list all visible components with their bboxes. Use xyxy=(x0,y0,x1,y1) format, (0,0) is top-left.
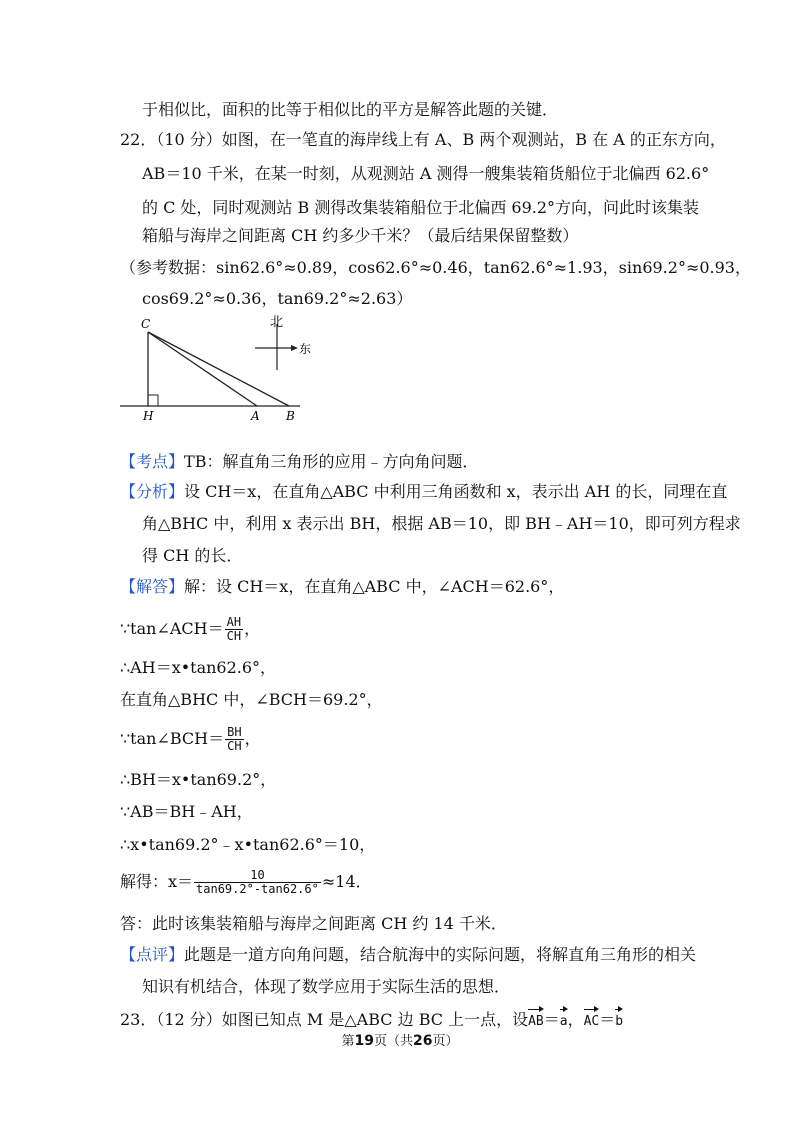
fraction-numerator: 10 xyxy=(194,869,321,883)
question-22-line-4: 箱船与海岸之间距离 CH 约多少千米？（最后结果保留整数） xyxy=(142,226,579,245)
compass-north-label: 北 xyxy=(270,315,284,330)
label-b: B xyxy=(286,409,295,423)
fenxi-line-3: 得 CH 的长． xyxy=(142,546,243,565)
compass-east-label: 东 xyxy=(299,342,312,356)
fraction-numerator: BH xyxy=(227,725,242,739)
jieda-line xyxy=(120,577,564,597)
vector-a: a xyxy=(560,1008,568,1032)
footer-text: 页（共 xyxy=(373,1034,413,1049)
step-equation: ∴x•tan69.2°﹣x•tan62.6°＝10， xyxy=(120,835,376,854)
question-23-text: 23．（12 分）如图已知点 M 是△ABC 边 BC 上一点，设 xyxy=(120,1010,529,1029)
answer-line: 答：此时该集装箱船与海岸之间距离 CH 约 14 千米． xyxy=(120,914,507,933)
fraction-ah-ch xyxy=(225,616,243,643)
compass-icon xyxy=(255,324,298,370)
fenxi-line-1 xyxy=(120,482,727,502)
dianping-line-1 xyxy=(120,945,696,965)
reference-data-line-1: （参考数据：sin62.6°≈0.89，cos62.6°≈0.46，tan62.6°≈1.93，sin69.2°≈0.93， xyxy=(120,258,751,277)
step-text: ∵tan∠ACH＝ xyxy=(120,619,224,638)
jieda-tag: 【解答】 xyxy=(120,577,185,596)
label-c: C xyxy=(141,317,151,331)
geometry-figure xyxy=(112,310,332,425)
step-text: 解得：x＝ xyxy=(120,872,194,891)
dianping-text-1: 此题是一道方向角问题，结合航海中的实际问题，将解直角三角形的相关 xyxy=(184,945,697,964)
dianping-tag: 【点评】 xyxy=(120,945,185,964)
segment-ca xyxy=(148,332,257,406)
page-footer xyxy=(0,1033,800,1050)
question-23-line xyxy=(120,1008,623,1032)
fraction-solution xyxy=(194,869,321,896)
fraction-numerator: AH xyxy=(226,615,242,629)
fenxi-tag: 【分析】 xyxy=(120,482,185,501)
dianping-line-2: 知识有机结合，体现了数学应用于实际生活的思想． xyxy=(142,977,511,996)
footer-text: 页） xyxy=(432,1034,459,1049)
equals-sign: ＝ xyxy=(599,1010,616,1029)
vector-ac: AC xyxy=(584,1008,600,1032)
vector-b: b xyxy=(615,1008,623,1032)
kaodian-tag: 【考点】 xyxy=(120,452,185,471)
jieda-text: 解：设 CH＝x，在直角△ABC 中，∠ACH＝62.6°， xyxy=(184,577,565,596)
step-solve xyxy=(120,866,372,898)
question-22-line-2: AB＝10 千米，在某一时刻，从观测站 A 测得一艘集装箱货船位于北偏西 62.6° xyxy=(142,164,710,183)
fraction-bh-ch xyxy=(225,726,243,753)
fenxi-text-1: 设 CH＝x，在直角△ABC 中利用三角函数和 x，表示出 AH 的长，同理在直 xyxy=(184,482,728,501)
segment-cb xyxy=(148,332,289,406)
step-text: ∵tan∠BCH＝ xyxy=(120,729,225,748)
step-ah: ∴AH＝x•tan62.6°， xyxy=(120,658,277,677)
kaodian-text: TB：解直角三角形的应用﹣方向角问题． xyxy=(184,452,479,471)
footer-text: 第 xyxy=(341,1034,355,1049)
fenxi-line-2: 角△BHC 中，利用 x 表示出 BH，根据 AB＝10，即 BH﹣AH＝10，即可列方程求 xyxy=(142,514,741,533)
fraction-denominator: CH xyxy=(227,739,242,753)
reference-data-line-2: cos69.2°≈0.36，tan69.2°≈2.63） xyxy=(142,289,413,308)
fraction-denominator: tan69.2°-tan62.6° xyxy=(196,882,319,896)
step-text: ≈14． xyxy=(321,872,372,891)
right-angle-mark xyxy=(148,395,158,406)
step-text: ， xyxy=(244,729,261,748)
kaodian-line xyxy=(120,452,478,472)
step-bh: ∴BH＝x•tan69.2°， xyxy=(120,770,277,789)
text-line: 于相似比，面积的比等于相似比的平方是解答此题的关键． xyxy=(142,100,559,119)
equals-sign: ＝ xyxy=(543,1010,560,1029)
question-22-line-1: 22．（10 分）如图，在一笔直的海岸线上有 A、B 两个观测站，B 在 A 的正东方向， xyxy=(120,130,726,149)
step-text: ， xyxy=(244,619,261,638)
label-h: H xyxy=(143,409,154,423)
question-22-line-3: 的 C 处，同时观测站 B 测得改集装箱船位于北偏西 69.2°方向，问此时该集装 xyxy=(142,198,700,217)
fraction-denominator: CH xyxy=(226,629,242,643)
step-ab: ∵AB＝BH﹣AH， xyxy=(120,802,253,821)
page-number: 19 xyxy=(354,1033,374,1049)
separator: ， xyxy=(567,1010,584,1029)
label-a: A xyxy=(251,409,260,423)
step-tan-ach xyxy=(120,614,260,644)
vector-ab: AB xyxy=(528,1008,544,1032)
step-tan-bch xyxy=(120,724,261,754)
page-total: 26 xyxy=(413,1033,433,1049)
step-bhc: 在直角△BHC 中，∠BCH＝69.2°， xyxy=(120,690,383,709)
